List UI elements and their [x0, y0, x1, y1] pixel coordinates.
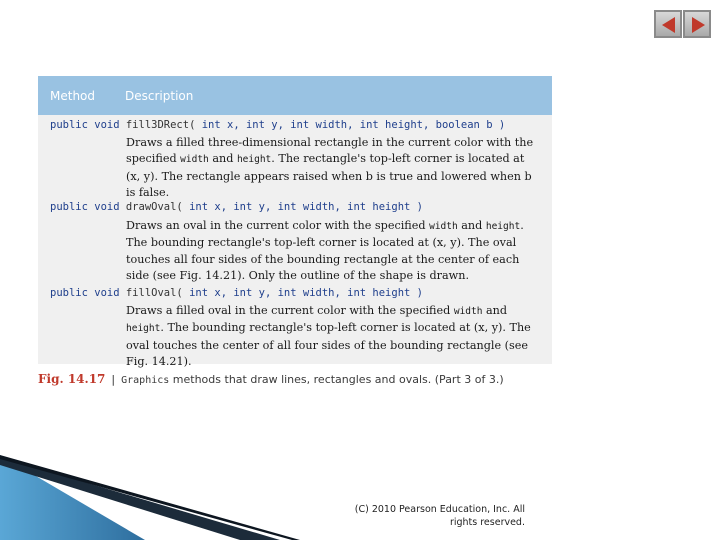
next-slide-button[interactable]: [683, 10, 711, 38]
copyright-notice: (C) 2010 Pearson Education, Inc. All rights reserved.: [354, 504, 525, 528]
inline-code: width: [180, 154, 209, 166]
decorative-swoosh: [0, 455, 300, 540]
triangle-right-icon: [688, 15, 708, 35]
triangle-left-icon: [659, 15, 679, 35]
table-header: [38, 76, 552, 115]
header-method: Method: [50, 89, 96, 103]
figure-caption: [38, 371, 508, 389]
inline-code: height: [236, 154, 272, 166]
caption-code: Graphics: [121, 375, 170, 386]
method-signature: public void drawOval( int x, int y, int width, int height ): [50, 201, 423, 213]
inline-code: height: [485, 221, 521, 232]
methods-table: [38, 76, 552, 368]
method-signature: public void fill3DRect( int x, int y, int width, int height, boolean b ): [50, 119, 506, 131]
inline-code: width: [453, 306, 483, 317]
caption-text: methods that draw lines, rectangles and ovals. (Part 3 of 3.): [169, 373, 504, 386]
previous-slide-button[interactable]: [654, 10, 682, 38]
method-signature: public void fillOval( int x, int y, int width, int height ): [50, 287, 423, 299]
caption-separator: |: [111, 373, 116, 386]
inline-code: width: [429, 221, 458, 232]
figure-number: Fig. 14.17: [38, 372, 106, 386]
inline-code: height: [126, 323, 161, 335]
method-description: Draws a filled three-dimensional rectangle in the current color with the specified width and height. The rectangle's top-left corner is located at (x, y). The rectangle appears raised when b is true and lowered when b is false.: [126, 136, 534, 199]
header-description: Description: [125, 89, 194, 103]
method-description: Draws an oval in the current color with the specified width and height. The bounding rectangle's top-left corner is located at (x, y). The oval touches all four sides of the bounding rectangle at the center of each side (see Fig. 14.21). Only the outline of the shape is drawn.: [126, 219, 524, 282]
method-description: Draws a filled oval in the current color with the specified width and height. The bounding rectangle's top-left corner is located at (x, y). The oval touches the center of all four sides of the bounding rectangle (see Fig. 14.21).: [126, 304, 531, 368]
